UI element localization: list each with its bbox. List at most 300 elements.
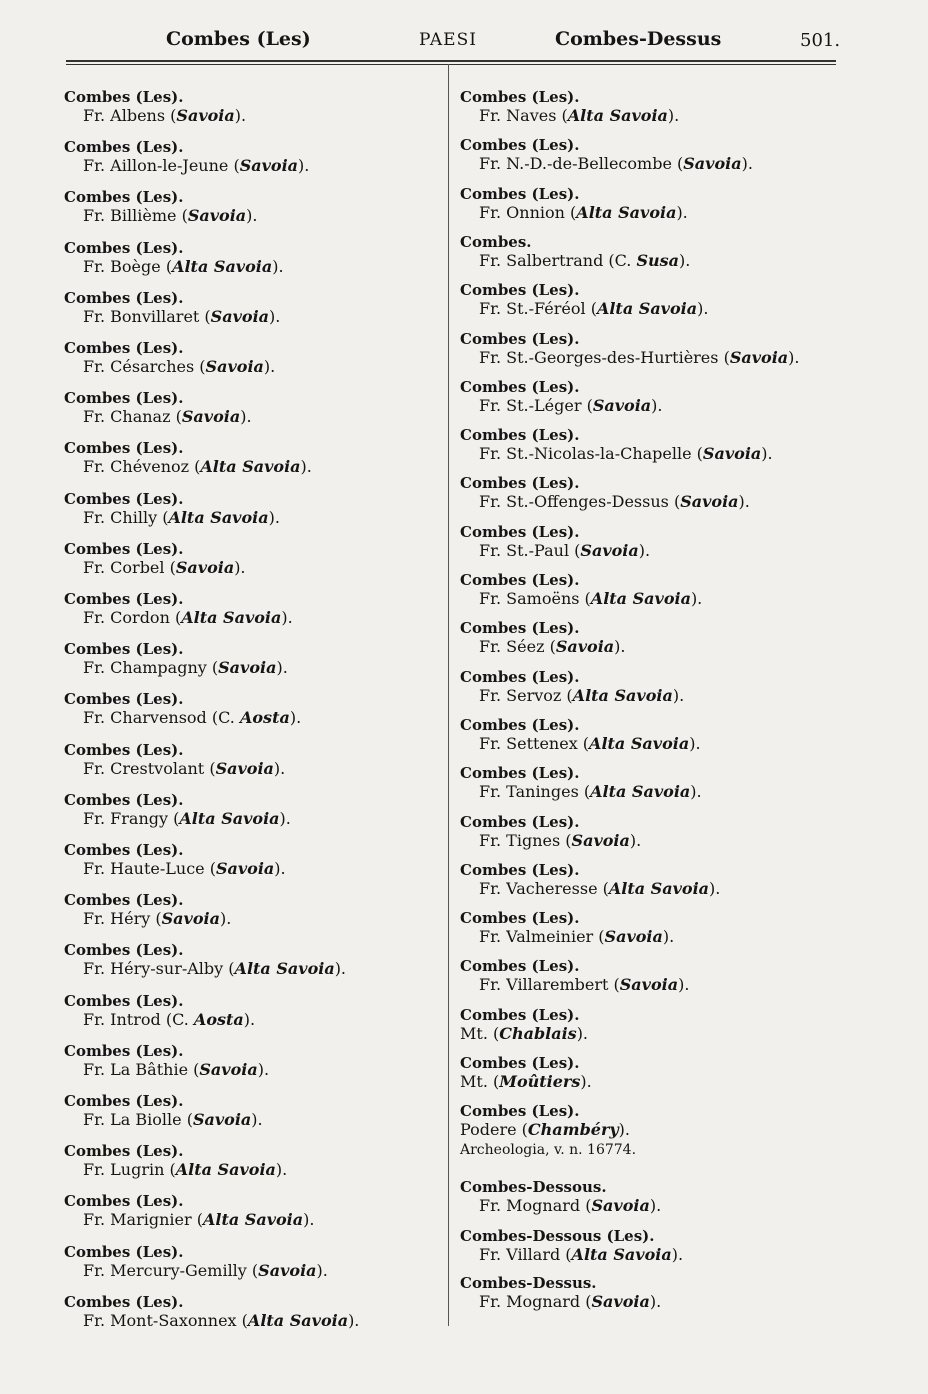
entry-location-text: Fr. Corbel ( <box>83 557 176 577</box>
entry-heading: Combes-Dessous. <box>460 1178 607 1196</box>
entry <box>64 490 280 528</box>
entry <box>460 1006 588 1044</box>
entry <box>460 474 750 512</box>
entry-location-text: Mt. ( <box>460 1023 500 1043</box>
entry-location-text: Mt. ( <box>460 1072 500 1091</box>
entry-location-text: Fr. Villard ( <box>479 1245 572 1264</box>
entry <box>64 1192 314 1230</box>
entry-region: Savoia <box>555 637 615 657</box>
entry <box>460 1102 636 1160</box>
entry-region: Savoia <box>215 758 274 778</box>
entry-location-text: Fr. Héry ( <box>83 909 162 929</box>
entry-region: Savoia <box>591 1292 650 1311</box>
entry <box>460 1054 592 1092</box>
entry-region: Alta Savoia <box>200 457 301 477</box>
entry-location <box>64 558 246 578</box>
entry-location-text: Fr. Mognard ( <box>479 1196 592 1215</box>
entry-heading: Combes (Les). <box>64 790 184 809</box>
entry-region: Alta Savoia <box>172 256 273 276</box>
entry-region: Savoia <box>176 106 235 125</box>
entry-location-text: Fr. Cordon ( <box>83 608 182 627</box>
entry <box>460 764 702 802</box>
entry-location-text: Fr. Onnion ( <box>479 202 577 222</box>
entry <box>64 188 258 226</box>
entry-location <box>460 782 702 802</box>
entry-region: Alta Savoia <box>567 106 668 125</box>
entry-location-text: Fr. Césarches ( <box>83 357 206 376</box>
entry-location-end: ). <box>281 608 293 627</box>
entry-location-text: Fr. St.-Georges-des-Hurtières ( <box>479 347 730 367</box>
entry-location-end: ). <box>303 1210 315 1230</box>
entry-region: Aosta <box>193 1009 244 1029</box>
entry-location-end: ). <box>279 808 291 828</box>
entry-location-end: ). <box>251 1110 263 1129</box>
entry-heading: Combes (Les). <box>64 1092 184 1110</box>
entry-heading: Combes (Les). <box>460 812 580 831</box>
entry-region: Savoia <box>161 909 220 929</box>
entry-location-end: ). <box>298 156 310 176</box>
entry-location <box>460 1120 636 1140</box>
entry-region: Moûtiers <box>499 1072 581 1091</box>
entry-location-text: Fr. N.-D.-de-Bellecombe ( <box>479 154 684 174</box>
entry-heading: Combes (Les). <box>64 891 184 910</box>
entry-region: Alta Savoia <box>576 202 677 222</box>
entry-heading: Combes (Les). <box>460 329 580 348</box>
entry-region: Alta Savoia <box>571 1245 672 1264</box>
entry-region: Savoia <box>702 444 762 464</box>
entry-heading: Combes (Les). <box>64 1192 184 1211</box>
entry <box>460 909 674 947</box>
entry-location-text: Fr. Aillon-le-Jeune ( <box>83 156 240 176</box>
entry-heading: Combes (Les). <box>64 1242 184 1261</box>
entry-location <box>64 357 275 377</box>
entry-location-text: Fr. Bonvillaret ( <box>83 306 211 326</box>
entry <box>64 941 346 979</box>
entry <box>460 668 684 706</box>
entry-heading: Combes (Les). <box>460 522 580 541</box>
entry <box>460 281 708 319</box>
entry-heading: Combes (Les). <box>64 539 184 558</box>
entry-location <box>460 831 641 851</box>
entry-heading: Combes (Les). <box>64 188 184 207</box>
entry-region: Savoia <box>729 347 789 367</box>
entry-location-text: Fr. Boège ( <box>83 256 173 276</box>
entry-location-text: Fr. Marignier ( <box>83 1210 203 1230</box>
entry <box>460 716 701 754</box>
entry-location-end: ). <box>672 685 685 705</box>
entry-heading: Combes (Les). <box>64 640 184 659</box>
entry-location <box>64 1160 287 1180</box>
entry-heading: Combes (Les). <box>64 1041 184 1060</box>
entry-location-text: Fr. Albens ( <box>83 106 177 125</box>
entry-location-end: ). <box>219 909 232 929</box>
entry-location <box>64 407 252 427</box>
entry <box>64 791 291 829</box>
entry-heading: Combes (Les). <box>64 1142 184 1161</box>
entry-location-text: Fr. Mercury-Gemilly ( <box>83 1260 259 1280</box>
entry <box>460 523 650 561</box>
entry-region: Savoia <box>218 658 277 678</box>
entry-heading: Combes (Les). <box>460 667 580 686</box>
entry-location-end: ). <box>246 206 258 226</box>
entry-location-text: Fr. St.-Paul ( <box>479 540 581 560</box>
entry-location <box>460 444 773 464</box>
entry <box>64 1042 269 1080</box>
entry-location-text: Fr. Mont-Saxonnex ( <box>83 1310 248 1330</box>
entry-region: Savoia <box>258 1260 317 1280</box>
entry-heading: Combes (Les). <box>460 426 580 445</box>
entry <box>64 690 301 728</box>
entry-location <box>64 1010 255 1030</box>
entry-location-end: ). <box>273 758 286 778</box>
entry-region: Alta Savoia <box>179 808 280 828</box>
entry-location <box>64 106 246 126</box>
entry <box>460 813 641 851</box>
entry-location-text: Fr. St.-Léger ( <box>479 395 593 415</box>
entry-location-end: ). <box>671 1245 684 1264</box>
entry-heading: Combes (Les). <box>460 474 580 493</box>
entry <box>64 138 309 176</box>
entry-region: Alta Savoia <box>234 959 335 979</box>
header-rule-thin <box>66 64 836 65</box>
entry-location <box>460 299 708 319</box>
entry-location-text: Fr. Introd (C. <box>83 1009 194 1029</box>
entry-heading: Combes (Les). <box>460 957 580 976</box>
entry-location-text: Fr. Charvensod (C. <box>83 708 240 728</box>
entry-location-end: ). <box>629 830 642 850</box>
entry-location <box>64 206 258 226</box>
entry-region: Alta Savoia <box>202 1210 304 1230</box>
entry-location-end: ). <box>761 444 773 464</box>
entry-location <box>64 457 312 477</box>
entry-location-text: Fr. Lugrin ( <box>83 1160 176 1180</box>
entry-location <box>460 203 688 223</box>
entry-location-end: ). <box>263 357 276 376</box>
entry-location-end: ). <box>348 1310 360 1330</box>
entry-location <box>64 809 291 829</box>
entry-heading: Combes (Les). <box>460 571 580 589</box>
entry-location <box>460 251 690 271</box>
entry-location-text: Fr. Mognard ( <box>479 1292 592 1311</box>
entry-location <box>64 257 284 277</box>
entry <box>460 378 663 416</box>
entry-region: Aosta <box>239 708 290 728</box>
entry-location-end: ). <box>272 256 284 276</box>
entry-region: Alta Savoia <box>181 608 282 627</box>
entry <box>460 185 688 223</box>
entry-region: Savoia <box>199 1059 258 1079</box>
entry <box>460 957 689 995</box>
entry-region: Alta Savoia <box>175 1160 276 1180</box>
entry-location <box>460 927 674 947</box>
entry-location-end: ). <box>334 959 347 979</box>
entry <box>64 1092 263 1130</box>
entry-location-end: ). <box>274 859 286 878</box>
entry <box>64 439 312 477</box>
entry-location-end: ). <box>240 407 252 427</box>
entry-location-end: ). <box>649 1196 662 1215</box>
entry-heading: Combes (Les). <box>64 489 184 508</box>
entry-location <box>64 1311 359 1331</box>
entry-location-end: ). <box>276 658 288 678</box>
entry-location-end: ). <box>257 1059 270 1079</box>
entry-location <box>460 396 663 416</box>
entry-heading: Combes (Les). <box>460 764 580 783</box>
entry <box>64 1142 287 1180</box>
entry-location <box>460 637 626 657</box>
entry <box>64 992 255 1030</box>
entry-heading: Combes (Les). <box>64 1292 184 1311</box>
entry <box>64 88 246 126</box>
entry-location-text: Fr. Settenex ( <box>479 733 590 753</box>
entry <box>64 741 285 779</box>
entry-location-end: ). <box>268 507 280 527</box>
entry-location-text: Fr. Valmeinier ( <box>479 927 605 947</box>
entry-heading: Combes (Les). <box>460 715 580 734</box>
entry-location-end: ). <box>690 782 702 802</box>
entry-region: Savoia <box>591 1196 650 1215</box>
entry-location-text: Fr. Naves ( <box>479 106 568 125</box>
entry-region: Savoia <box>215 859 275 878</box>
entry-location <box>64 307 280 327</box>
entry-heading: Combes (Les). <box>460 909 580 928</box>
entry-heading: Combes (Les). <box>64 288 184 307</box>
entry-location-text: Fr. Chilly ( <box>83 507 169 527</box>
entry-heading: Combes (Les). <box>460 860 580 879</box>
entry-location-end: ). <box>234 557 246 577</box>
entry-heading: Combes (Les). <box>64 991 184 1010</box>
entry-heading: Combes (Les). <box>460 281 580 300</box>
entry-heading: Combes-Dessus. <box>460 1274 597 1292</box>
entry-location <box>460 1024 588 1044</box>
entry-location <box>64 156 309 176</box>
entry <box>460 136 753 174</box>
entry-location <box>64 608 293 628</box>
entry <box>460 426 773 464</box>
entry-location <box>64 1210 314 1230</box>
entry-heading: Combes (Les). <box>460 377 580 396</box>
header-section-title: PAESI <box>419 30 477 50</box>
entry-location-text: Fr. St.-Féréol ( <box>479 299 597 319</box>
entry-location-end: ). <box>738 492 750 512</box>
entry-location-text: Fr. Servoz ( <box>479 685 573 705</box>
entry-location-text: Fr. Haute-Luce ( <box>83 859 216 878</box>
entry-location <box>460 541 650 561</box>
entry-location <box>64 759 285 779</box>
entry-location <box>64 1060 269 1080</box>
entry <box>64 389 252 427</box>
entry <box>64 339 275 377</box>
entry-location-text: Fr. Chanaz ( <box>83 407 182 427</box>
entry-location-text: Fr. Frangy ( <box>83 808 180 828</box>
entry-heading: Combes (Les). <box>64 740 184 759</box>
entry-location <box>460 492 750 512</box>
entry-heading: Combes (Les). <box>64 238 184 257</box>
entry-location-end: ). <box>243 1009 256 1029</box>
entry-location-end: ). <box>741 154 753 174</box>
entry-heading: Combes (Les). <box>460 619 580 638</box>
entry-location <box>460 1292 661 1312</box>
entry <box>460 571 702 609</box>
entry-region: Savoia <box>571 830 630 850</box>
entry <box>64 289 280 327</box>
entry-location <box>64 508 280 528</box>
entry <box>460 1178 661 1216</box>
entry-heading: Combes (Les). <box>64 590 184 608</box>
entry-region: Savoia <box>181 407 241 427</box>
entry <box>64 841 286 879</box>
entry-heading: Combes (Les). <box>64 439 184 458</box>
entry-location <box>64 909 231 929</box>
entry <box>64 540 246 578</box>
entry <box>64 1293 359 1331</box>
entry-location-end: ). <box>618 1120 630 1140</box>
entry <box>460 1227 683 1265</box>
entry-location <box>64 658 288 678</box>
entry-location-text: Fr. Billième ( <box>83 206 188 226</box>
entry-heading: Combes (Les). <box>460 1054 580 1072</box>
entry-location <box>64 959 346 979</box>
entry-location <box>460 1196 661 1216</box>
entry-location-end: ). <box>709 878 721 898</box>
entry-location-text: Fr. Séez ( <box>479 637 556 657</box>
entry-location-text: Fr. St.-Offenges-Dessus ( <box>479 492 681 512</box>
entry-heading: Combes (Les). <box>64 941 184 960</box>
entry-heading: Combes-Dessous (Les). <box>460 1227 655 1245</box>
entry-location-text: Fr. St.-Nicolas-la-Chapelle ( <box>479 444 703 464</box>
entry-location-end: ). <box>638 540 651 560</box>
entry-location-text: Fr. Héry-sur-Alby ( <box>83 959 235 979</box>
entry-location-text: Fr. Villarembert ( <box>479 975 620 995</box>
entry <box>460 619 626 657</box>
entry-region: Savoia <box>580 540 639 560</box>
entry-region: Alta Savoia <box>589 733 690 753</box>
entry-location-text: Fr. La Biolle ( <box>83 1110 193 1129</box>
entry-heading: Combes (Les). <box>460 136 580 155</box>
entry-region: Chambéry <box>527 1120 619 1140</box>
header-left-title: Combes (Les) <box>166 28 311 50</box>
entry-note: Archeologia, v. n. 16774. <box>460 1142 637 1159</box>
entry-location-end: ). <box>788 347 800 367</box>
entry-heading: Combes (Les). <box>460 1102 580 1121</box>
entry-location-end: ). <box>679 250 691 270</box>
entry-heading: Combes (Les). <box>64 339 184 357</box>
entry-location-text: Fr. Vacheresse ( <box>479 878 609 898</box>
entry-location-end: ). <box>580 1072 592 1091</box>
entry-heading: Combes (Les). <box>460 184 580 203</box>
entry <box>460 330 799 368</box>
entry-location <box>460 589 702 609</box>
entry-heading: Combes (Les). <box>64 389 184 408</box>
entry <box>64 1243 328 1281</box>
entry-location-end: ). <box>690 589 703 608</box>
entry-heading: Combes (Les). <box>64 138 184 157</box>
entry-location-end: ). <box>289 708 302 728</box>
entry-location <box>64 859 286 879</box>
entry-region: Savoia <box>680 492 739 512</box>
entry-region: Savoia <box>683 154 742 174</box>
entry-location-end: ). <box>651 395 663 415</box>
entry-heading: Combes (Les). <box>460 88 580 106</box>
page-number: 501. <box>800 30 841 51</box>
entry-location <box>460 1072 592 1092</box>
entry <box>64 590 293 628</box>
entry-location-end: ). <box>316 1260 328 1280</box>
column-divider <box>448 64 449 1326</box>
entry-location-text: Fr. Tignes ( <box>479 830 572 850</box>
entry-location <box>460 106 679 126</box>
entry <box>460 88 679 126</box>
entry-location-text: Fr. Champagny ( <box>83 658 219 678</box>
entry-location-end: ). <box>697 299 709 319</box>
entry <box>64 640 288 678</box>
entry-location-text: Podere ( <box>460 1120 528 1140</box>
entry-location <box>460 348 799 368</box>
entry-location-end: ). <box>676 202 688 222</box>
entry-region: Savoia <box>619 975 679 995</box>
entry-location <box>460 686 684 706</box>
entry-location-text: Fr. Taninges ( <box>479 782 591 802</box>
entry-location <box>460 154 753 174</box>
entry-location-text: Fr. La Bâthie ( <box>83 1059 200 1079</box>
header-rule <box>66 60 836 62</box>
entry-location <box>460 734 701 754</box>
entry-location-end: ). <box>689 733 701 753</box>
entry-region: Alta Savoia <box>590 782 691 802</box>
entry-region: Susa <box>636 250 680 270</box>
entry-region: Chablais <box>499 1023 577 1043</box>
entry <box>460 233 690 271</box>
entry-heading: Combes (Les). <box>64 841 184 859</box>
header-right-title: Combes-Dessus <box>555 28 722 50</box>
entry-location-text: Fr. Crestvolant ( <box>83 758 216 778</box>
entry-location <box>64 1261 328 1281</box>
entry <box>64 239 284 277</box>
entry-location-text: Fr. Chévenoz ( <box>83 457 201 477</box>
entry-location-end: ). <box>662 927 675 947</box>
entry-location <box>460 1245 683 1265</box>
entry-region: Alta Savoia <box>247 1310 349 1330</box>
entry-region: Alta Savoia <box>596 299 698 319</box>
entry-location <box>460 879 720 899</box>
entry-location-end: ). <box>576 1023 589 1043</box>
entry-location-end: ). <box>234 106 247 125</box>
entry-region: Savoia <box>187 206 247 226</box>
entry-location <box>460 975 689 995</box>
entry-heading: Combes (Les). <box>64 690 184 709</box>
entry-location-end: ). <box>678 975 690 995</box>
entry-region: Alta Savoia <box>572 685 673 705</box>
entry-region: Alta Savoia <box>608 878 710 898</box>
entry-region: Savoia <box>205 357 264 376</box>
entry-location <box>64 1110 263 1130</box>
entry-location-end: ). <box>300 457 312 477</box>
entry <box>460 861 720 899</box>
entry-location-end: ). <box>269 306 281 326</box>
entry-region: Alta Savoia <box>168 507 269 527</box>
entry-location-text: Fr. Salbertrand (C. <box>479 250 637 270</box>
entry <box>64 891 231 929</box>
entry-location <box>64 708 301 728</box>
entry <box>460 1274 661 1312</box>
entry-location-text: Fr. Samoëns ( <box>479 589 591 608</box>
entry-region: Savoia <box>239 156 299 176</box>
entry-location-end: ). <box>667 106 680 125</box>
entry-heading: Combes. <box>460 232 532 251</box>
entry-region: Alta Savoia <box>590 589 691 608</box>
entry-region: Savoia <box>192 1110 252 1129</box>
entry-region: Savoia <box>604 927 663 947</box>
